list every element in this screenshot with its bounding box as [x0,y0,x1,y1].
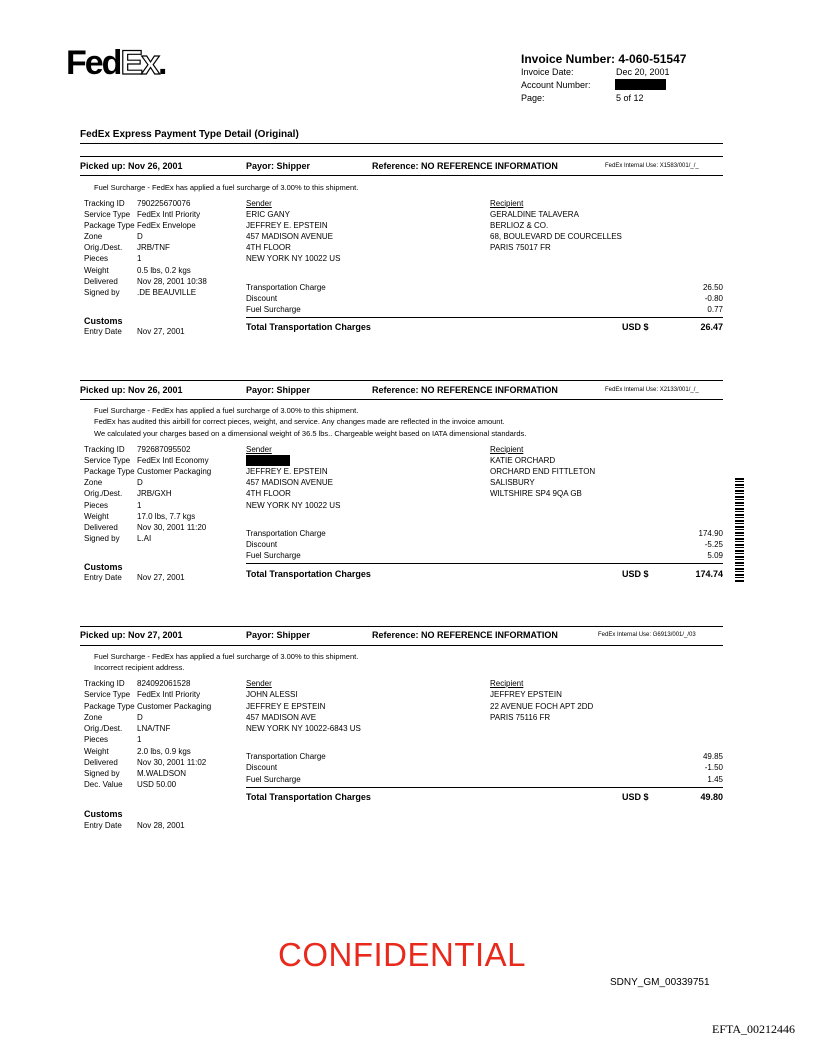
weight: 17.0 lbs, 7.7 kgs [137,512,196,521]
service-type: FedEx Intl Economy [137,456,209,465]
discount-label: Discount [246,540,278,549]
reference: Reference: NO REFERENCE INFORMATION [372,385,558,395]
bates-number: SDNY_GM_00339751 [610,977,710,988]
fuel-surcharge: 1.45 [707,775,723,784]
delivered-label: Delivered [84,758,118,767]
sender-line: 4TH FLOOR [246,489,291,498]
total-label: Total Transportation Charges [246,792,371,802]
entry-date-label: Entry Date [84,573,122,582]
shipment-note: Fuel Surcharge - FedEx has applied a fuel surcharge of 3.00% to this shipment. [94,406,359,415]
invoice-number: 4-060-51547 [618,52,687,66]
discount: -0.80 [704,294,723,303]
delivered: Nov 28, 2001 10:38 [137,277,207,286]
discount-label: Discount [246,294,278,303]
zone: D [137,232,143,241]
section-divider [80,143,723,144]
page-label: Page: [521,93,545,103]
transportation-charge-label: Transportation Charge [246,283,326,292]
currency: USD $ [622,569,649,579]
signed-by: L.AI [137,534,152,543]
shipment-note: Fuel Surcharge - FedEx has applied a fuel surcharge of 3.00% to this shipment. [94,183,359,192]
currency: USD $ [622,792,649,802]
tracking-label: Tracking ID [84,445,125,454]
transportation-charge-label: Transportation Charge [246,529,326,538]
orig-dest: JRB/GXH [137,489,172,498]
transportation-charge: 49.85 [702,752,723,761]
signed-label: Signed by [84,769,120,778]
recipient-heading: Recipient [490,445,524,454]
discount: -5.25 [704,540,723,549]
signed-label: Signed by [84,534,120,543]
section-title: FedEx Express Payment Type Detail (Original) [80,129,299,140]
shipment-top-rule [80,156,723,157]
zone-label: Zone [84,478,103,487]
picked-up: Picked up: Nov 26, 2001 [80,385,183,395]
shipment-header-rule [80,645,723,646]
shipment-header-rule [80,175,723,176]
fuel-surcharge-label: Fuel Surcharge [246,775,301,784]
dec-value-label: Dec. Value [84,780,123,789]
sender-name-redaction [246,455,290,466]
shipment-note: Incorrect recipient address. [94,663,185,672]
pieces-label: Pieces [84,735,109,744]
sender-line: NEW YORK NY 10022 US [246,501,341,510]
service-label: Service Type [84,456,131,465]
delivered-label: Delivered [84,523,118,532]
sender-line: ERIC GANY [246,210,291,219]
shipment-header-rule [80,399,723,400]
shipment-note: Fuel Surcharge - FedEx has applied a fuel surcharge of 3.00% to this shipment. [94,652,359,661]
total-label: Total Transportation Charges [246,569,371,579]
total-amount: 49.80 [700,792,723,802]
tracking-id: 790225670076 [137,199,191,208]
transportation-charge: 26.50 [702,283,723,292]
sender-line: JEFFREY E. EPSTEIN [246,467,328,476]
weight-label: Weight [84,747,109,756]
orig-dest: JRB/TNF [137,243,170,252]
recipient-line: GERALDINE TALAVERA [490,210,579,219]
signed-by: M.WALDSON [137,769,187,778]
fuel-surcharge: 0.77 [707,305,723,314]
internal-use: FedEx Internal Use: X1583/001/_/_ [605,163,699,169]
zone-label: Zone [84,713,103,722]
shipment-note: FedEx has audited this airbill for correct pieces, weight, and service. Any changes made are reflected in the invoice amount. [94,417,505,426]
sender-line: 457 MADISON AVENUE [246,478,333,487]
sender-heading: Sender [246,199,272,208]
total-rule [246,787,723,788]
recipient-line: 68, BOULEVARD DE COURCELLES [490,232,622,241]
invoice-date-label: Invoice Date: [521,67,574,77]
recipient-heading: Recipient [490,199,524,208]
total-amount: 26.47 [700,322,723,332]
package-type: Customer Packaging [137,467,212,476]
payor: Payor: Shipper [246,630,311,640]
invoice-number-row: Invoice Number: 4-060-51547 [521,52,687,66]
recipient-line: BERLIOZ & CO. [490,221,549,230]
signed-label: Signed by [84,288,120,297]
page-number: 5 of 12 [616,93,644,103]
shipment-top-rule [80,380,723,381]
sender-line: JOHN ALESSI [246,690,298,699]
barcode [735,478,744,582]
payor: Payor: Shipper [246,385,311,395]
zone-label: Zone [84,232,103,241]
signed-by: .DE BEAUVILLE [137,288,197,297]
tracking-label: Tracking ID [84,679,125,688]
transportation-charge: 174.90 [698,529,723,538]
invoice-date: Dec 20, 2001 [616,67,670,77]
orig-dest-label: Orig./Dest. [84,489,123,498]
orig-dest-label: Orig./Dest. [84,724,123,733]
sender-heading: Sender [246,679,272,688]
recipient-line: ORCHARD END FITTLETON [490,467,596,476]
reference: Reference: NO REFERENCE INFORMATION [372,161,558,171]
sender-line: JEFFREY E. EPSTEIN [246,221,328,230]
package-type: FedEx Envelope [137,221,196,230]
sender-line: 4TH FLOOR [246,243,291,252]
sender-line: NEW YORK NY 10022 US [246,254,341,263]
discount-label: Discount [246,763,278,772]
recipient-line: KATIE ORCHARD [490,456,556,465]
sender-line: JEFFREY E EPSTEIN [246,702,326,711]
package-label: Package Type [84,221,135,230]
orig-dest-label: Orig./Dest. [84,243,123,252]
total-label: Total Transportation Charges [246,322,371,332]
account-number-label: Account Number: [521,80,591,90]
zone: D [137,713,143,722]
confidential-stamp: CONFIDENTIAL [278,936,527,973]
recipient-line: PARIS 75116 FR [490,713,551,722]
delivered: Nov 30, 2001 11:02 [137,758,207,767]
internal-use: FedEx Internal Use: X2133/001/_/_ [605,387,699,393]
pieces: 1 [137,254,142,263]
customs-heading: Customs [84,562,123,572]
recipient-line: SALISBURY [490,478,535,487]
weight-label: Weight [84,266,109,275]
picked-up: Picked up: Nov 27, 2001 [80,630,183,640]
weight: 2.0 lbs, 0.9 kgs [137,747,191,756]
tracking-id: 824092061528 [137,679,191,688]
internal-use: FedEx Internal Use: G6913/001/_/03 [598,632,696,638]
transportation-charge-label: Transportation Charge [246,752,326,761]
recipient-line: PARIS 75017 FR [490,243,551,252]
pieces-label: Pieces [84,501,109,510]
package-label: Package Type [84,702,135,711]
fuel-surcharge: 5.09 [707,551,723,560]
entry-date: Nov 27, 2001 [137,573,185,582]
package-type: Customer Packaging [137,702,212,711]
recipient-line: WILTSHIRE SP4 9QA GB [490,489,582,498]
efta-number: EFTA_00212446 [712,1022,796,1036]
pieces-label: Pieces [84,254,109,263]
sender-line: 457 MADISON AVENUE [246,232,333,241]
pieces: 1 [137,735,142,744]
delivered-label: Delivered [84,277,118,286]
orig-dest: LNA/TNF [137,724,171,733]
service-type: FedEx Intl Priority [137,210,201,219]
service-type: FedEx Intl Priority [137,690,201,699]
entry-date: Nov 28, 2001 [137,821,185,830]
fuel-surcharge-label: Fuel Surcharge [246,551,301,560]
tracking-label: Tracking ID [84,199,125,208]
total-amount: 174.74 [695,569,723,579]
fedex-logo: FedEx. [66,44,166,82]
service-label: Service Type [84,210,131,219]
total-rule [246,317,723,318]
recipient-line: 22 AVENUE FOCH APT 2DD [490,702,594,711]
entry-date-label: Entry Date [84,327,122,336]
customs-heading: Customs [84,316,123,326]
shipment-top-rule [80,626,723,627]
package-label: Package Type [84,467,135,476]
payor: Payor: Shipper [246,161,311,171]
tracking-id: 792687095502 [137,445,191,454]
dec-value: USD 50.00 [137,780,177,789]
zone: D [137,478,143,487]
weight-label: Weight [84,512,109,521]
reference: Reference: NO REFERENCE INFORMATION [372,630,558,640]
discount: -1.50 [704,763,723,772]
sender-line: 457 MADISON AVE [246,713,317,722]
fuel-surcharge-label: Fuel Surcharge [246,305,301,314]
entry-date: Nov 27, 2001 [137,327,185,336]
entry-date-label: Entry Date [84,821,122,830]
delivered: Nov 30, 2001 11:20 [137,523,207,532]
picked-up: Picked up: Nov 26, 2001 [80,161,183,171]
total-rule [246,563,723,564]
service-label: Service Type [84,690,131,699]
customs-heading: Customs [84,809,123,819]
recipient-line: JEFFREY EPSTEIN [490,690,562,699]
account-number-redaction [615,79,666,90]
shipment-note: We calculated your charges based on a dimensional weight of 36.5 lbs.. Chargeable weight based on IATA dimensional standards. [94,429,527,438]
weight: 0.5 lbs, 0.2 kgs [137,266,191,275]
recipient-heading: Recipient [490,679,524,688]
sender-heading: Sender [246,445,272,454]
sender-line: NEW YORK NY 10022-6843 US [246,724,361,733]
pieces: 1 [137,501,142,510]
currency: USD $ [622,322,649,332]
